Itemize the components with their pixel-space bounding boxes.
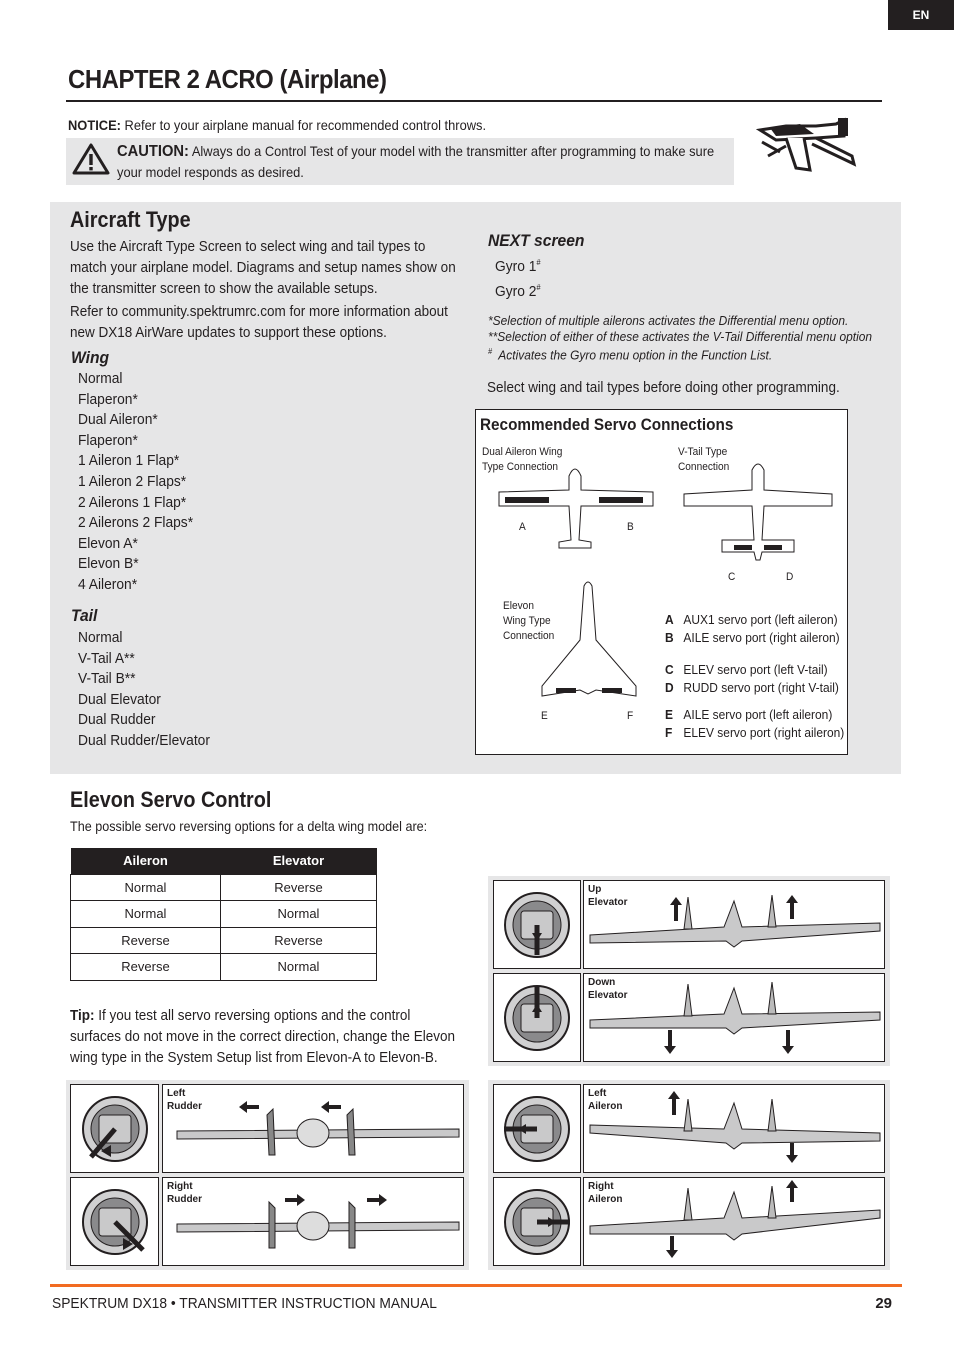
legend-key: E	[665, 707, 673, 722]
tail-list	[78, 628, 210, 752]
legend-key: A	[665, 612, 674, 627]
caption-line: Rudder	[167, 1194, 202, 1205]
gimbal-stick-icon	[494, 974, 580, 1061]
caution-body: Always do a Control Test of your model with the transmitter after programming to make sure your model responds as desired.	[117, 143, 715, 180]
wing-option[interactable]: 1 Aileron 1 Flap*	[78, 452, 180, 470]
column-header: Aileron	[71, 848, 221, 874]
next-screen-heading: NEXT screen	[488, 231, 585, 250]
label-e: E	[541, 710, 548, 722]
stick-cell-left-rudder	[70, 1084, 159, 1173]
up-arrow-icon	[786, 895, 798, 919]
footnote: **Selection of either of these activates the V-Tail Differential menu option	[488, 328, 873, 344]
caption-line: Right	[588, 1181, 614, 1192]
wing-list	[78, 369, 193, 596]
legend-key: D	[665, 680, 674, 695]
airplane-chapter-icon	[756, 116, 860, 174]
servo-connections-heading: Recommended Servo Connections	[480, 415, 734, 434]
wing-option[interactable]: Dual Aileron*	[78, 411, 158, 429]
table-cell: Normal	[221, 954, 377, 981]
next-screen-label: Gyro 2	[495, 282, 537, 300]
caption-line: Elevator	[588, 990, 628, 1001]
up-arrow-icon	[668, 1091, 680, 1115]
left-arrow-icon	[239, 1101, 259, 1113]
wing-option[interactable]: Normal	[78, 370, 123, 387]
legend-text: AUX1 servo port (left aileron)	[683, 612, 838, 627]
up-elevator-cell	[583, 880, 885, 969]
chapter-title: CHAPTER 2 ACRO (Airplane)	[68, 64, 387, 94]
down-arrow-icon	[666, 1236, 678, 1258]
label-b: B	[627, 521, 634, 533]
aileron-a-servo	[505, 497, 549, 503]
legend-row	[665, 706, 844, 724]
next-screen-list	[495, 253, 541, 302]
gimbal-stick-icon	[494, 1085, 580, 1172]
caution-label: CAUTION:	[117, 143, 189, 160]
caption-line: Up	[588, 884, 602, 895]
wing-option[interactable]: 4 Aileron*	[78, 575, 138, 593]
table-cell: Normal	[71, 874, 221, 901]
tail-heading: Tail	[71, 606, 98, 625]
caption-line: Elevon	[503, 600, 534, 612]
up-arrow-icon	[670, 897, 682, 921]
table-cell: Reverse	[71, 927, 221, 954]
legend-text: AILE servo port (right aileron)	[683, 630, 840, 645]
stick-cell-right-aileron	[493, 1177, 581, 1266]
down-arrow-icon	[782, 1030, 794, 1054]
right-rudder-cell	[162, 1177, 464, 1266]
down-arrow-icon	[786, 1143, 798, 1163]
next-screen-label: Gyro 1	[495, 258, 537, 275]
wing-option[interactable]: Flaperon*	[78, 431, 138, 449]
select-note: Select wing and tail types before doing other programming.	[487, 379, 840, 396]
gimbal-stick-icon	[494, 1178, 580, 1265]
wing-option[interactable]: Elevon A*	[78, 534, 138, 552]
caption-line: Connection	[503, 630, 555, 642]
language-tab[interactable]: EN	[888, 0, 954, 30]
stick-cell-up-elevator	[493, 880, 581, 969]
tip-label: Tip:	[70, 1007, 95, 1024]
caption-line: Elevator	[588, 897, 628, 908]
gyro-mark: #	[536, 282, 541, 292]
legend-text: ELEV servo port (right aileron)	[683, 725, 845, 740]
delta-wing-left-aileron-diagram	[584, 1085, 884, 1172]
elevon-f-servo	[602, 688, 622, 693]
label-f: F	[627, 710, 634, 722]
left-aileron-cell	[583, 1084, 885, 1173]
tail-option[interactable]: Dual Elevator	[78, 690, 161, 708]
legend-row	[665, 661, 844, 679]
gimbal-stick-icon	[71, 1085, 158, 1172]
caption-line: Aileron	[588, 1101, 623, 1112]
tail-option[interactable]: Dual Rudder	[78, 711, 156, 729]
table-row	[71, 927, 377, 954]
right-arrow-icon	[367, 1194, 387, 1206]
wing-option[interactable]: 2 Ailerons 1 Flap*	[78, 493, 187, 511]
caption-line: V-Tail Type	[678, 446, 728, 458]
aircraft-type-heading: Aircraft Type	[70, 207, 191, 232]
elevon-intro: The possible servo reversing options for a delta wing model are:	[70, 818, 428, 834]
caption-line: Down	[588, 977, 616, 988]
legend-key: C	[665, 662, 674, 677]
footnote	[488, 344, 872, 363]
aircraft-type-para-2: Refer to community.spektrumrc.com for more information about new DX18 AirWare updates to support these options.	[70, 303, 448, 341]
tail-option[interactable]: Dual Rudder/Elevator	[78, 731, 210, 749]
tip	[70, 1005, 462, 1068]
caption-line: Right	[167, 1181, 193, 1192]
legend-key: B	[665, 630, 674, 645]
tail-option[interactable]: V-Tail B**	[78, 670, 136, 688]
footer-manual-title: SPEKTRUM DX18 • TRANSMITTER INSTRUCTION MANUAL	[52, 1295, 437, 1312]
caption-line: Left	[167, 1088, 186, 1099]
wing-option[interactable]: Flaperon*	[78, 390, 138, 408]
gimbal-stick-icon	[494, 881, 580, 968]
right-aileron-cell	[583, 1177, 885, 1266]
stick-cell-down-elevator	[493, 973, 581, 1062]
legend-key: F	[665, 725, 673, 740]
page-number: 29	[875, 1295, 892, 1312]
elevon-reversing-table	[70, 848, 377, 981]
down-arrow-icon	[664, 1030, 676, 1054]
caption-line: Left	[588, 1088, 607, 1099]
wing-option[interactable]: 1 Aileron 2 Flaps*	[78, 472, 187, 490]
caution-text	[117, 141, 724, 182]
table-cell: Reverse	[71, 954, 221, 981]
footnote-text: Activates the Gyro menu option in the Function List.	[498, 347, 773, 363]
elevon-heading: Elevon Servo Control	[70, 787, 272, 812]
left-rudder-cell	[162, 1084, 464, 1173]
dual-aileron-plane-diagram	[497, 462, 657, 560]
next-screen-item[interactable]	[495, 278, 541, 303]
next-screen-item[interactable]	[495, 253, 541, 278]
caption-line: Connection	[678, 461, 730, 473]
left-arrow-icon	[321, 1101, 341, 1113]
label-a: A	[519, 521, 526, 533]
label-c: C	[728, 571, 736, 583]
table-row	[71, 954, 377, 981]
tail-option[interactable]: V-Tail A**	[78, 649, 135, 667]
legend-row	[665, 629, 844, 647]
up-arrow-icon	[786, 1180, 798, 1202]
notice	[68, 117, 486, 133]
warning-icon	[72, 142, 110, 176]
wing-option[interactable]: 2 Ailerons 2 Flaps*	[78, 514, 194, 532]
tip-text: If you test all servo reversing options and the control surfaces do not move in the correct direction, change the Elevon wing type in the System Setup list from Elevon-A to Elevon-B.	[70, 1007, 455, 1066]
legend-row	[665, 724, 844, 742]
servo-legend	[665, 611, 844, 742]
caption-line: Wing Type	[503, 615, 551, 627]
caption-line: Rudder	[167, 1101, 202, 1112]
vtail-c-servo	[734, 545, 752, 550]
tail-option[interactable]: Normal	[78, 629, 123, 646]
down-elevator-cell	[583, 973, 885, 1062]
table-header-row	[71, 848, 377, 874]
stick-cell-right-rudder	[70, 1177, 159, 1266]
label-d: D	[786, 571, 794, 583]
vtail-plane-diagram	[680, 460, 840, 570]
notice-label: NOTICE:	[68, 117, 121, 133]
legend-row	[665, 611, 844, 629]
caption-line: Aileron	[588, 1194, 623, 1205]
caption-line: Type Connection	[482, 461, 558, 473]
footer-rule	[50, 1284, 902, 1287]
footnotes	[488, 313, 872, 363]
gimbal-stick-icon	[71, 1178, 158, 1265]
table-cell: Normal	[221, 901, 377, 928]
right-arrow-icon	[285, 1194, 305, 1206]
wing-option[interactable]: Elevon B*	[78, 555, 139, 573]
vtail-d-servo	[764, 545, 782, 550]
table-cell: Reverse	[221, 927, 377, 954]
dual-rudder-right-diagram	[163, 1178, 463, 1265]
aircraft-type-para-1: Use the Aircraft Type Screen to select wing and tail types to match your airplane model. Diagrams and setup names show on the transmitter screen to show the available setups.	[70, 238, 456, 297]
title-rule	[66, 100, 882, 102]
delta-wing-up-diagram	[584, 881, 884, 968]
delta-wing-down-diagram	[584, 974, 884, 1061]
legend-text: RUDD servo port (right V-tail)	[683, 680, 839, 695]
elevon-e-servo	[556, 688, 576, 693]
legend-text: AILE servo port (left aileron)	[683, 707, 833, 722]
footnote: *Selection of multiple ailerons activates the Differential menu option.	[488, 313, 849, 328]
aileron-b-servo	[599, 497, 643, 503]
delta-wing-right-aileron-diagram	[584, 1178, 884, 1265]
column-header: Elevator	[221, 848, 377, 874]
legend-text: ELEV servo port (left V-tail)	[683, 662, 828, 677]
table-cell: Reverse	[221, 874, 377, 901]
legend-row	[665, 679, 844, 697]
dual-rudder-left-diagram	[163, 1085, 463, 1172]
notice-text: Refer to your airplane manual for recommended control throws.	[124, 117, 487, 133]
stick-cell-left-aileron	[493, 1084, 581, 1173]
gyro-mark: #	[536, 258, 541, 267]
wing-heading: Wing	[71, 348, 110, 367]
elevon-wing-diagram	[540, 580, 640, 700]
footnote-mark: #	[488, 347, 493, 356]
table-cell: Normal	[71, 901, 221, 928]
caption-line: Dual Aileron Wing	[482, 446, 563, 458]
table-row	[71, 901, 377, 928]
table-row	[71, 874, 377, 901]
